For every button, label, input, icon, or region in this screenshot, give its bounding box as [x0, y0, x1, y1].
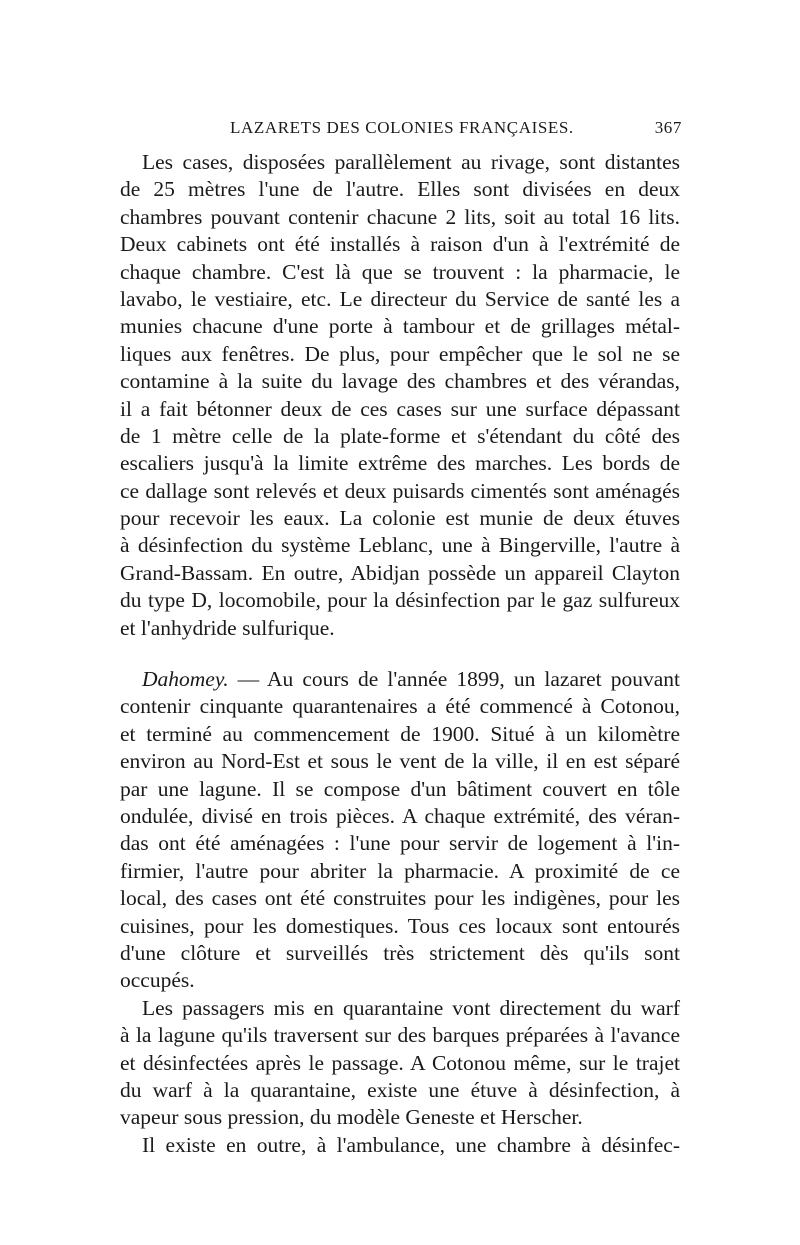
text-line: Les passagers mis en quarantaine vont directement du warf [142, 995, 680, 1020]
text-line: il a fait bétonner deux de ces cases sur une surface dépassant [120, 396, 680, 421]
paragraph-cases [120, 149, 680, 642]
text-line: de 25 mètres l'une de l'autre. Elles sont divisées en deux [120, 177, 680, 202]
text-line: ondulée, divisé en trois pièces. A chaque extrémité, des véran- [120, 803, 680, 828]
text-line: chambres pouvant contenir chacune 2 lits, soit au total 16 lits. [120, 204, 680, 229]
text-line: Il existe en outre, à l'ambulance, une chambre à désinfec- [142, 1132, 680, 1157]
text-line: à la lagune qu'ils traversent sur des barques préparées à l'avance [120, 1023, 680, 1048]
text-line: du warf à la quarantaine, existe une étuve à désinfection, à [120, 1077, 680, 1102]
text-line: Grand-Bassam. En outre, Abidjan possède un appareil Clayton [120, 560, 680, 585]
text-line: du type D, locomobile, pour la désinfection par le gaz sulfureux [120, 588, 680, 613]
text-line: cuisines, pour les domestiques. Tous ces locaux sont entourés [120, 913, 680, 938]
text-line: ce dallage sont relevés et deux puisards cimentés sont aménagés [120, 478, 680, 503]
text-line: d'une clôture et surveillés très strictement dès qu'ils sont [120, 940, 680, 965]
text-line: firmier, l'autre pour abriter la pharmacie. A proximité de ce [120, 858, 680, 883]
text-line: vapeur sous pression, du modèle Geneste et Herscher. [120, 1105, 583, 1130]
text-line: occupés. [120, 968, 195, 993]
text-line: munies chacune d'une porte à tambour et de grillages métal- [120, 314, 680, 339]
text-line: de 1 mètre celle de la plate-forme et s'étendant du côté des [120, 423, 680, 448]
text-line: liques aux fenêtres. De plus, pour empêcher que le sol ne se [120, 341, 680, 366]
text-span: — Au cours de l'année 1899, un lazaret pouvant [228, 667, 680, 692]
text-line: pour recevoir les eaux. La colonie est munie de deux étuves [120, 506, 680, 531]
text-line: chaque chambre. C'est là que se trouvent : la pharmacie, le [120, 259, 680, 284]
text-line: et terminé au commencement de 1900. Situé à un kilomètre [120, 721, 680, 746]
body-text [120, 149, 680, 1159]
text-line: local, des cases ont été construites pour les indigènes, pour les [120, 886, 680, 911]
text-line: et désinfectées après le passage. A Cotonou même, sur le trajet [120, 1050, 680, 1075]
text-line: environ au Nord-Est et sous le vent de la ville, il en est séparé [120, 749, 680, 774]
text-line: par une lagune. Il se compose d'un bâtiment couvert en tôle [120, 776, 680, 801]
text-line: lavabo, le vestiaire, etc. Le directeur du Service de santé les a [120, 286, 680, 311]
page-number: 367 [654, 118, 682, 137]
text-line [120, 666, 680, 693]
paragraph-dahomey [120, 666, 680, 995]
text-line: das ont été aménagées : l'une pour servir de logement à l'in- [120, 831, 680, 856]
text-line: Les cases, disposées parallèlement au rivage, sont distantes [142, 150, 680, 174]
text-line: contamine à la suite du lavage des chambres et des vérandas, [120, 369, 680, 394]
text-line: contenir cinquante quarantenaires a été commencé à Cotonou, [120, 694, 680, 719]
paragraph-gap [120, 642, 680, 666]
running-head [120, 118, 682, 144]
section-lead-word: Dahomey. [142, 667, 229, 692]
text-line: à désinfection du système Leblanc, une à Bingerville, l'autre à [120, 533, 680, 558]
text-line: Deux cabinets ont été installés à raison d'un à l'extrémité de [120, 232, 680, 257]
running-title: LAZARETS DES COLONIES FRANÇAISES. [230, 118, 574, 137]
paragraph-ambulance [120, 1132, 680, 1159]
text-line: escaliers jusqu'à la limite extrême des marches. Les bords de [120, 451, 680, 476]
text-line: et l'anhydride sulfurique. [120, 615, 335, 640]
paragraph-passagers [120, 995, 680, 1132]
